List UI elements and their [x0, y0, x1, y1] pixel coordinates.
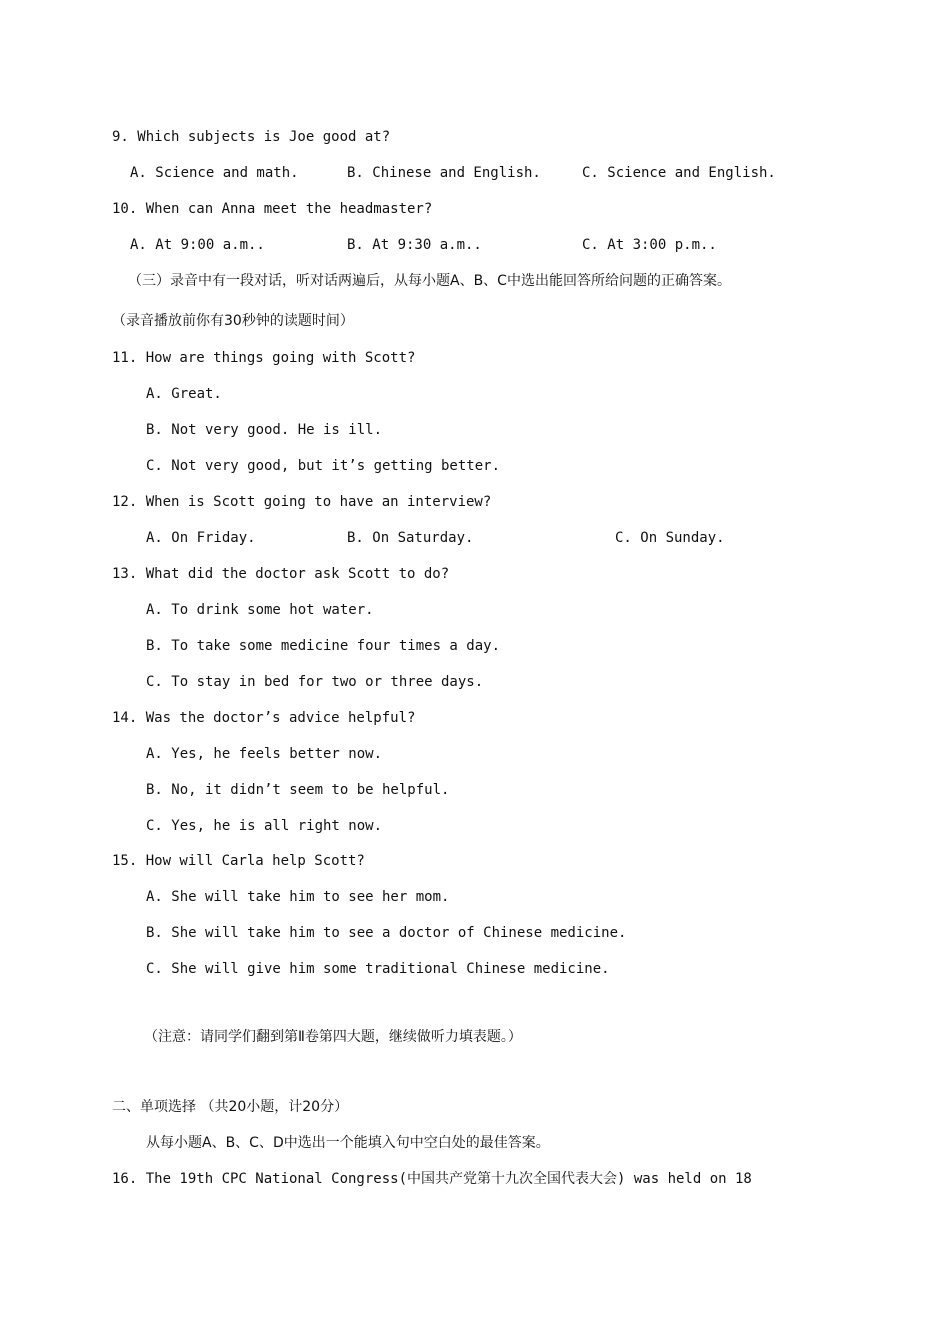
question-10-option-b: B. At 9:30 a.m.. [347, 237, 482, 253]
question-13-option-a: A. To drink some hot water. [146, 602, 374, 618]
question-12-option-c: C. On Sunday. [615, 530, 725, 546]
question-13-option-b: B. To take some medicine four times a day. [146, 638, 501, 654]
notice-text: （注意：请同学们翻到第Ⅱ卷第四大题，继续做听力填表题。） [144, 1029, 522, 1045]
question-13: 13. What did the doctor ask Scott to do? [112, 566, 450, 582]
question-9: 9. Which subjects is Joe good at? [112, 129, 391, 145]
question-11-option-b: B. Not very good. He is ill. [146, 422, 383, 438]
part-2-heading: 二、单项选择 （共20小题，计20分） [112, 1099, 349, 1115]
question-9-option-b: B. Chinese and English. [347, 165, 541, 181]
question-11-option-a: A. Great. [146, 386, 222, 402]
question-11: 11. How are things going with Scott? [112, 350, 416, 366]
question-14-option-b: B. No, it didn’t seem to be helpful. [146, 782, 450, 798]
question-14: 14. Was the doctor’s advice helpful? [112, 710, 416, 726]
question-15-option-c: C. She will give him some traditional Chinese medicine. [146, 961, 610, 977]
question-9-option-a: A. Science and math. [130, 165, 299, 181]
question-16: 16. The 19th CPC National Congress(中国共产党第十九次全国代表大会) was held on 18 [112, 1171, 752, 1187]
question-14-option-a: A. Yes, he feels better now. [146, 746, 383, 762]
question-9-option-c: C. Science and English. [582, 165, 776, 181]
question-10: 10. When can Anna meet the headmaster? [112, 201, 433, 217]
question-10-option-c: C. At 3:00 p.m.. [582, 237, 717, 253]
question-11-option-c: C. Not very good, but it’s getting better. [146, 458, 501, 474]
question-13-option-c: C. To stay in bed for two or three days. [146, 674, 484, 690]
question-15-option-b: B. She will take him to see a doctor of Chinese medicine. [146, 925, 627, 941]
question-12-option-b: B. On Saturday. [347, 530, 474, 546]
question-12: 12. When is Scott going to have an interview? [112, 494, 492, 510]
question-10-option-a: A. At 9:00 a.m.. [130, 237, 265, 253]
question-14-option-c: C. Yes, he is all right now. [146, 818, 383, 834]
question-15-option-a: A. She will take him to see her mom. [146, 889, 450, 905]
question-15: 15. How will Carla help Scott? [112, 853, 365, 869]
section-3-note: （录音播放前你有30秒钟的读题时间） [112, 313, 354, 329]
section-3-instruction: （三）录音中有一段对话，听对话两遍后，从每小题A、B、C中选出能回答所给问题的正确答案。 [128, 273, 731, 289]
part-2-instruction: 从每小题A、B、C、D中选出一个能填入句中空白处的最佳答案。 [146, 1135, 550, 1151]
question-12-option-a: A. On Friday. [146, 530, 256, 546]
